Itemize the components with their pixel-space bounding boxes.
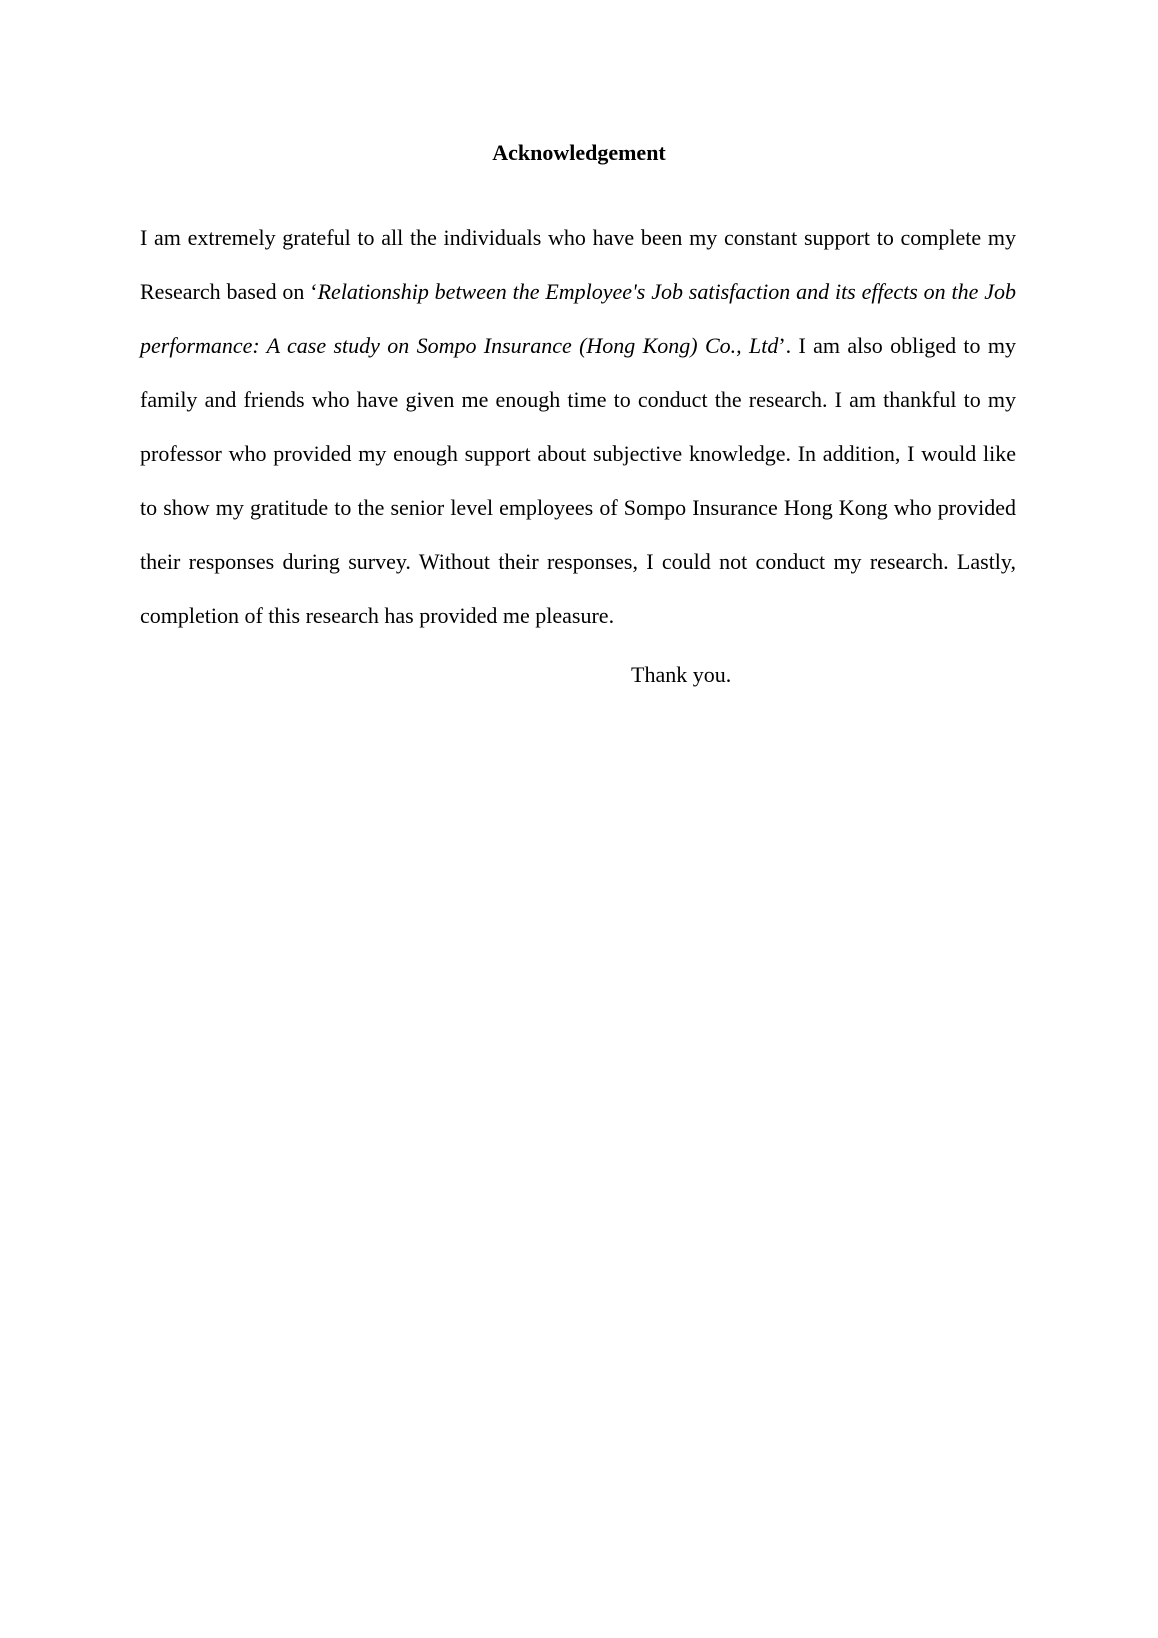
page-title: Acknowledgement	[492, 140, 666, 165]
research-title-italic: Relationship between the Employee's Job satisfaction and its effects on the Job performance: A case study on Sompo Insurance (Hong Kong) Co., Ltd	[140, 279, 1016, 358]
paragraph-text-start: I am extremely grateful to all the individuals who have been my constant support to complete my Research based on ‘	[140, 225, 1016, 304]
paragraph-text-end: ’. I am also obliged to my family and friends who have given me enough time to conduct the research. I am thankful to my professor who provided my enough support about subjective knowledge. In addition, I would like to show my gratitude to the senior level employees of Sompo Insurance Hong Kong who provided their responses during survey. Without their responses, I could not conduct my research. Lastly, completion of this research has provided me pleasure.	[140, 333, 1016, 628]
closing-thank-you: Thank you.	[631, 662, 732, 687]
acknowledgement-paragraph	[140, 211, 1016, 643]
